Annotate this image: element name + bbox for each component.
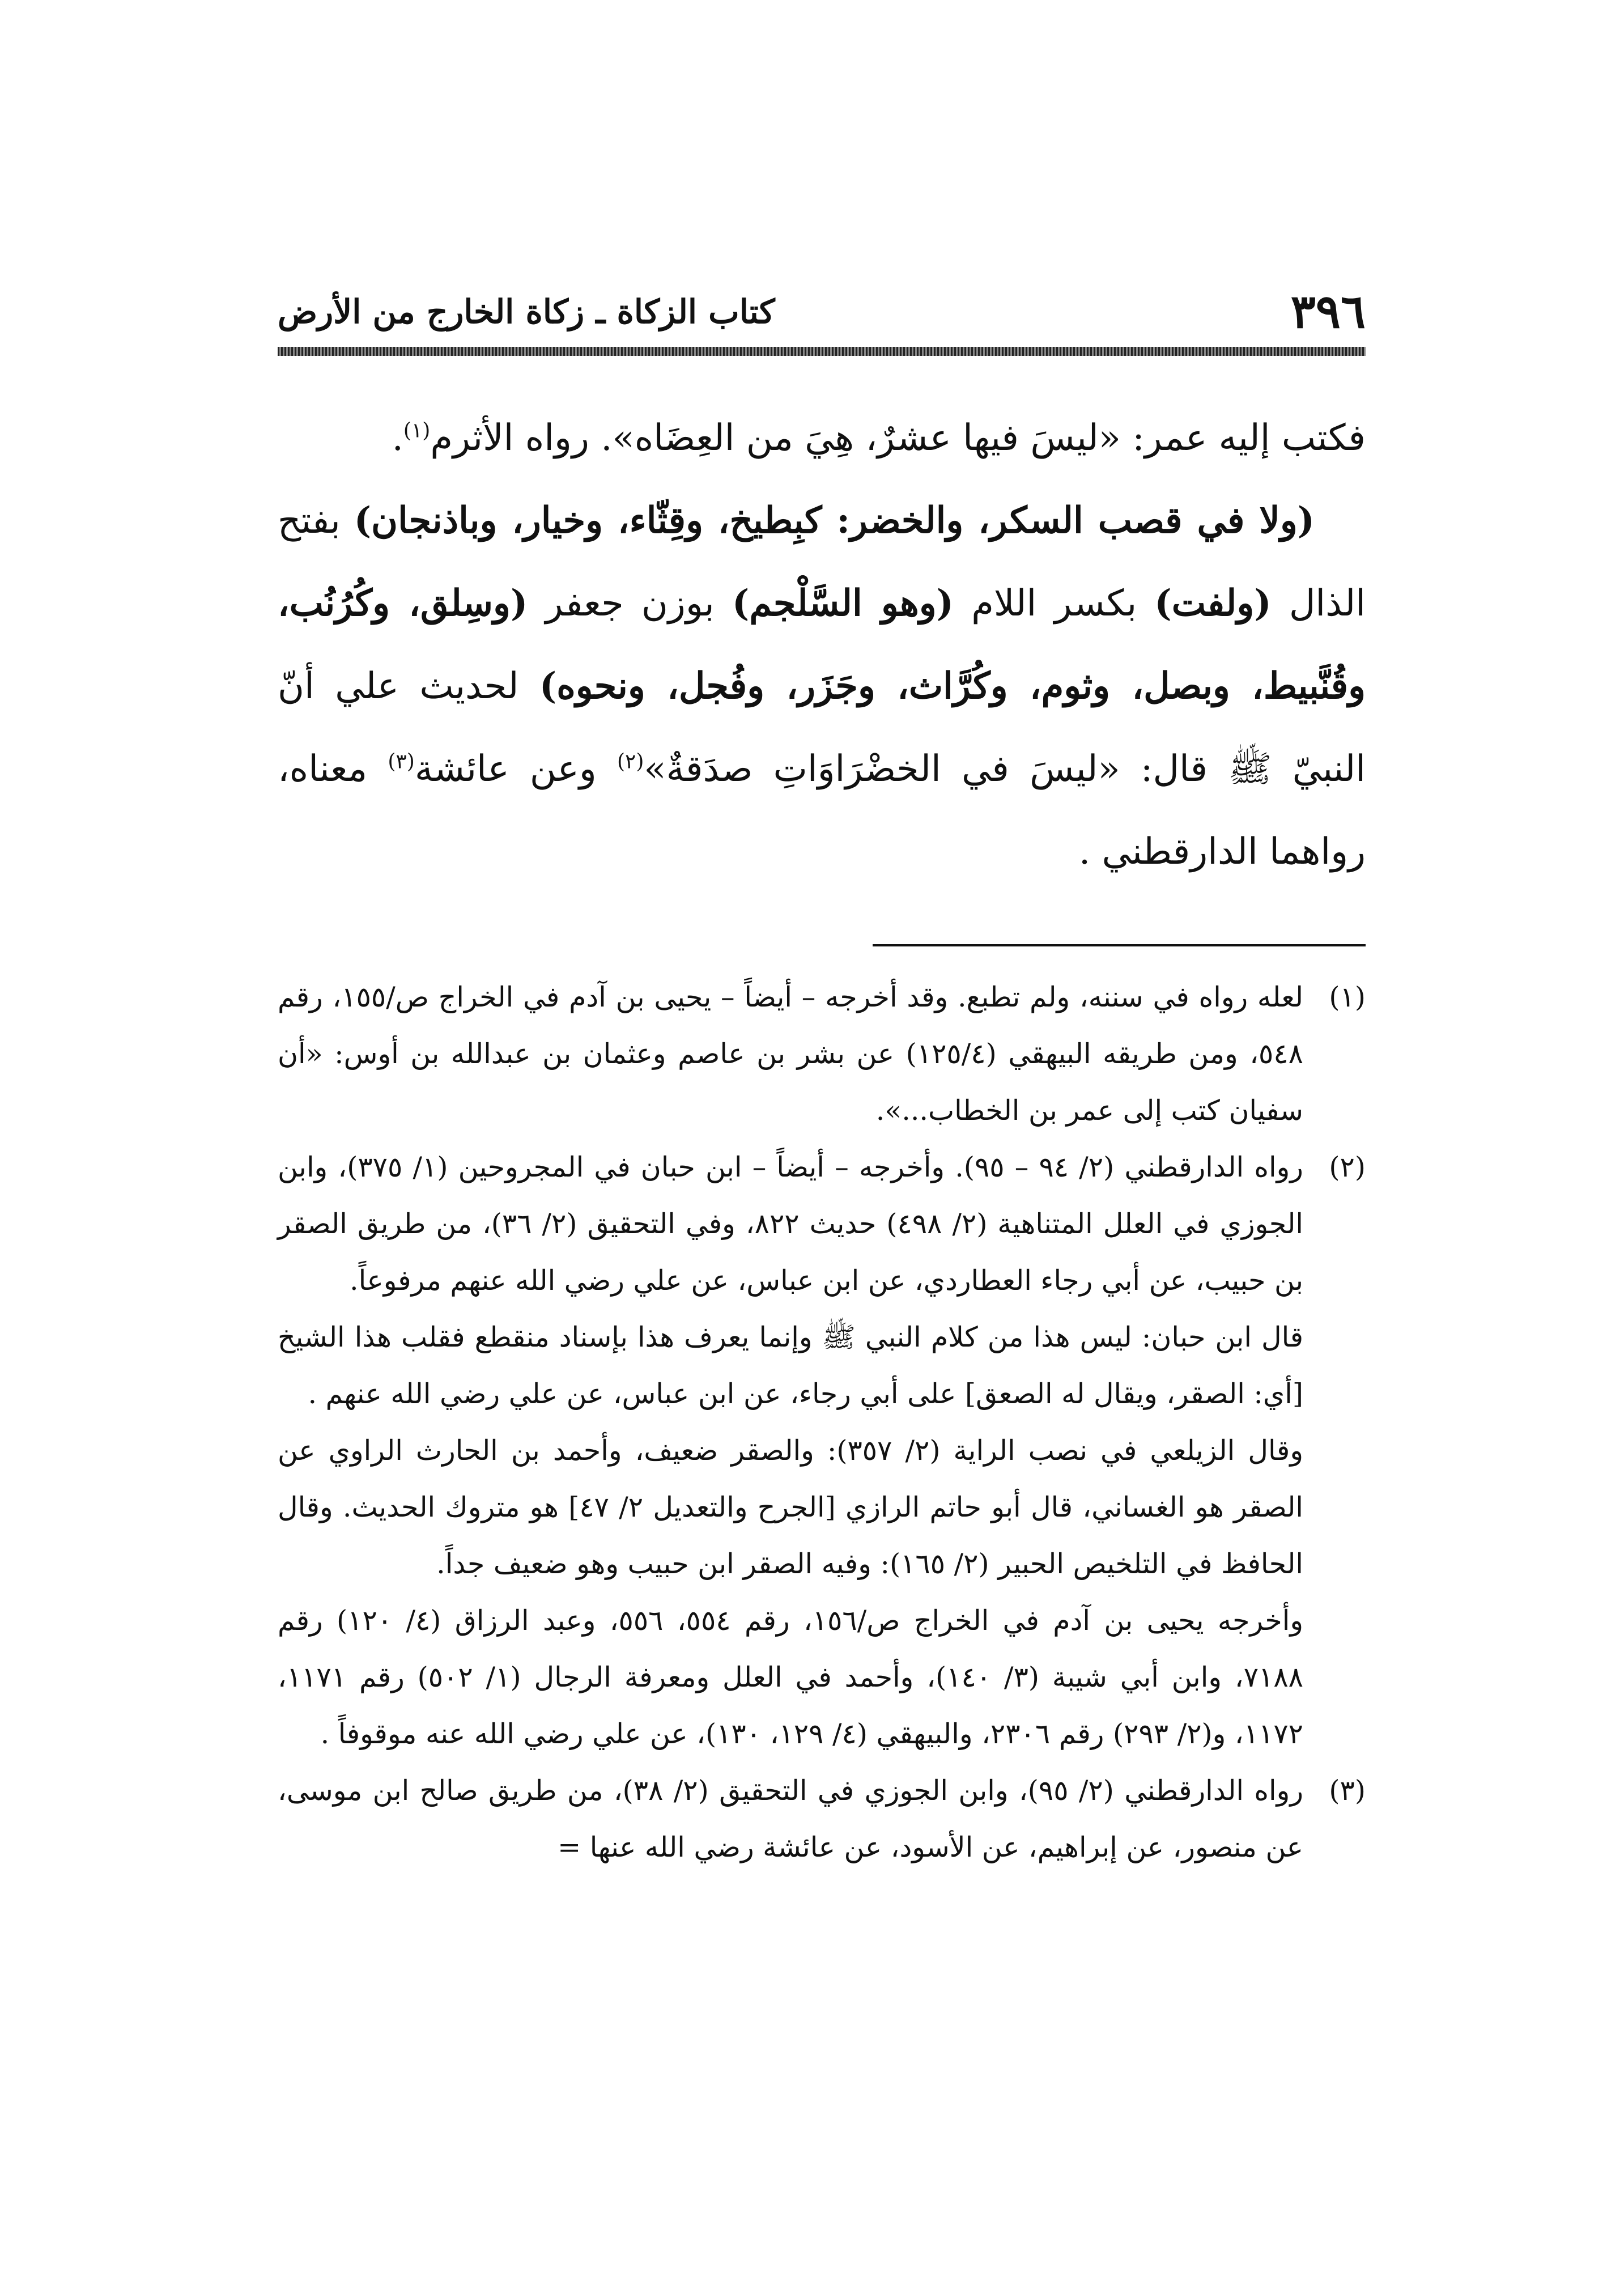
- matn-text: (وسِلق، وكُرُنُب، وقُنَّبيط، وبصل، وثوم، وكُرَّاث، وجَزَر، وفُجل، ونحوه): [278, 582, 1366, 707]
- footnote-text: قال ابن حبان: ليس هذا من كلام النبي ﷺ وإنما يعرف هذا بإسناد منقطع فقلب هذا الشيخ [أي: الصقر، ويقال له الصعق] على أبي رجاء، عن ابن عباس، عن علي رضي الله عنهم .: [278, 1321, 1303, 1410]
- footnotes: [278, 969, 1366, 1876]
- header-rule: [278, 347, 1366, 356]
- footnote-separator: [873, 944, 1366, 946]
- footnote-text: رواه الدارقطني (٢/ ٩٤ – ٩٥). وأخرجه – أيضاً – ابن حبان في المجروحين (١/ ٣٧٥)، وابن الجوزي في العلل المتناهية (٢/ ٤٩٨) حديث ٨٢٢، وفي التحقيق (٢/ ٣٦)، من طريق الصقر بن حبيب، عن أبي رجاء العطاردي، عن ابن عباس، عن علي رضي الله عنهم مرفوعاً.: [278, 1151, 1303, 1297]
- page-number: ٣٩٦: [1290, 284, 1366, 339]
- footnote-1: [278, 969, 1366, 1139]
- footnote-text: وأخرجه يحيى بن آدم في الخراج ص/١٥٦، رقم ٥٥٤، ٥٥٦، وعبد الرزاق (٤/ ١٢٠) رقم ٧١٨٨، وابن أبي شيبة (٣/ ١٤٠)، وأحمد في العلل ومعرفة الرجال (١/ ٥٠٢) رقم ١١٧١، ١١٧٢، و(٢/ ٢٩٣) رقم ٢٣٠٦، والبيهقي (٤/ ١٢٩، ١٣٠)، عن علي رضي الله عنه موقوفاً .: [278, 1604, 1303, 1750]
- footnote-2: [278, 1139, 1366, 1763]
- footnote-text: وقال الزيلعي في نصب الراية (٢/ ٣٥٧): والصقر ضعيف، وأحمد بن الحارث الراوي عن الصقر هو الغساني، قال أبو حاتم الرازي [الجرح والتعديل ٢/ ٤٧] هو متروك الحديث. وقال الحافظ في التلخيص الحبير (٢/ ١٦٥): وفيه الصقر ابن حبيب وهو ضعيف جداً.: [278, 1434, 1303, 1580]
- footnote-ref-3[interactable]: (٣): [388, 750, 415, 774]
- running-title: كتاب الزكاة ـ زكاة الخارج من الأرض: [278, 292, 775, 331]
- footnote-number: (١): [1329, 981, 1366, 1013]
- main-paragraph-2: (ولا في قصب السكر، والخضر: كبِطيخ، وقِثّاء، وخيار، وباذنجان) بفتح الذال (ولفت) بكسر اللام (وهو السَّلْجم) بوزن جعفر (وسِلق، وكُرُنُب، وقُنَّبيط، وبصل، وثوم، وكُرَّاث، وجَزَر، وفُجل، ونحوه) لحديث علي أنّ النبيّ ﷺ قال: «ليسَ في الخضْرَاوَاتِ صدَقةٌ»$^{(٢)}$ وعن عائشة$^{(٣)}$ معناه، رواهما الدارقطني .: [278, 499, 1366, 873]
- footnote-number: (٣): [1329, 1774, 1366, 1807]
- matn-text: (ولا في قصب السكر، والخضر: كبِطيخ، وقِثّاء، وخيار، وباذنجان): [354, 499, 1315, 542]
- footnote-text: رواه الدارقطني (٢/ ٩٥)، وابن الجوزي في التحقيق (٢/ ٣٨)، من طريق صالح ابن موسى، عن منصور، عن إبراهيم، عن الأسود، عن عائشة رضي الله عنها =: [278, 1774, 1303, 1863]
- matn-text: (ولفت): [1154, 582, 1272, 625]
- footnote-text: لعله رواه في سننه، ولم تطبع. وقد أخرجه – أيضاً – يحيى بن آدم في الخراج ص/١٥٥، رقم ٥٤٨، ومن طريقه البيهقي (١٢٥/٤) عن بشر بن عاصم وعثمان بن عبدالله بن أوس: «أن سفيان كتب إلى عمر بن الخطاب...».: [278, 981, 1303, 1127]
- footnote-ref-1[interactable]: (١): [403, 419, 431, 443]
- main-paragraph-1: فكتب إليه عمر: «ليسَ فيها عشرٌ، هِيَ من العِضَاه». رواه الأثرم$^{(١)}$.: [392, 417, 1366, 459]
- footnote-number: (٢): [1329, 1151, 1366, 1183]
- footnote-ref-2[interactable]: (٢): [617, 750, 644, 774]
- main-text: [278, 397, 1366, 893]
- page-header: [278, 283, 1366, 340]
- footnote-3: [278, 1763, 1366, 1876]
- matn-text: (وهو السَّلْجم): [732, 582, 954, 625]
